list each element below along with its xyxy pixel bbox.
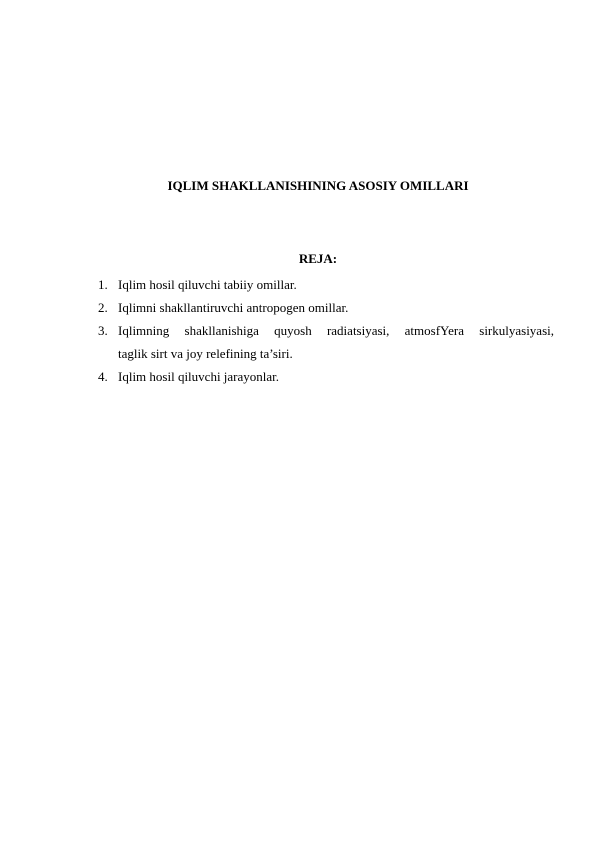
plan-item-number: 3. <box>98 323 108 338</box>
plan-heading: REJA: <box>298 251 338 266</box>
plan-item-number: 1. <box>98 277 108 292</box>
document-title: IQLIM SHAKLLANISHINING ASOSIY OMILLARI <box>167 178 469 193</box>
plan-item-3 <box>98 319 554 365</box>
plan-item-text-line-1: Iqlimning shakllanishiga quyosh radiatsiyasi, atmosfYera sirkulyasiyasi, <box>118 323 554 338</box>
plan-item-2 <box>98 296 554 319</box>
plan-item-number: 2. <box>98 300 108 315</box>
plan-item-text: Iqlimni shakllantiruvchi antropogen omillar. <box>118 300 349 315</box>
plan-item-4 <box>98 365 554 388</box>
plan-list <box>98 273 554 388</box>
plan-item-text: Iqlim hosil qiluvchi jarayonlar. <box>118 369 280 384</box>
plan-item-1 <box>98 273 554 296</box>
plan-item-text-line-2: taglik sirt va joy relefining ta’siri. <box>118 346 293 361</box>
plan-item-number: 4. <box>98 369 108 384</box>
plan-item-text: Iqlim hosil qiluvchi tabiiy omillar. <box>118 277 297 292</box>
